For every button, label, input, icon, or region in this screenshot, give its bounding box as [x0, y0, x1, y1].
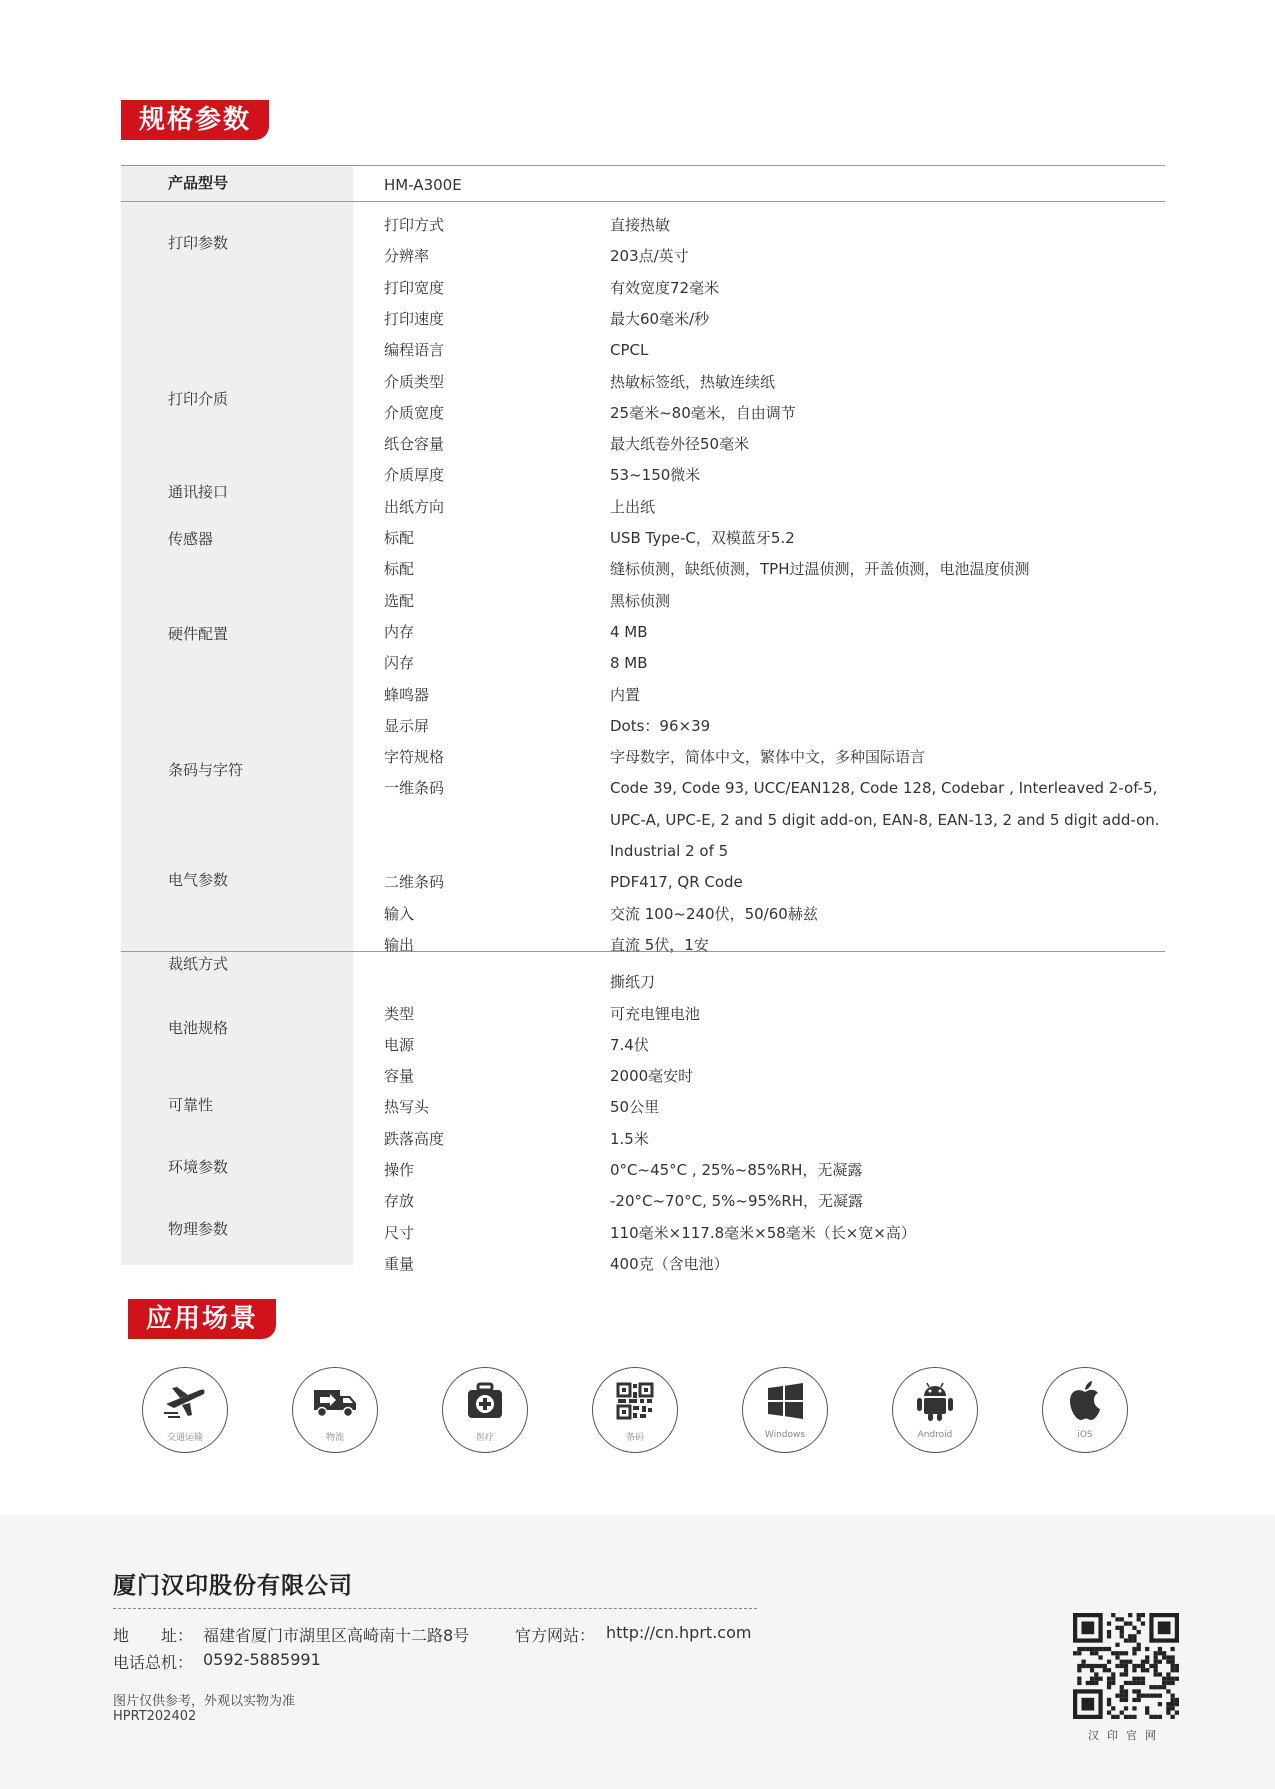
spec-value: 2000毫安时: [610, 1067, 694, 1086]
spec-sub-label: 打印方式: [384, 216, 445, 234]
scenario-item: [742, 1367, 828, 1453]
address-value: 福建省厦门市湖里区高崎南十二路8号: [203, 1626, 470, 1645]
spec-value: 黑标侦测: [610, 591, 671, 610]
apple-icon: [1062, 1378, 1108, 1424]
scenario-label: iOS: [1077, 1430, 1093, 1440]
spec-value: 字母数字，简体中文，繁体中文，多种国际语言: [610, 748, 926, 767]
spec-value: CPCL: [610, 341, 649, 360]
spec-sub-label: 内存: [384, 622, 415, 641]
phone-value: 0592-5885991: [203, 1650, 321, 1669]
airplane-icon: [162, 1378, 208, 1424]
spec-value: 有效宽度72毫米: [610, 278, 720, 297]
spec-category: 传感器: [168, 530, 214, 548]
phone-label: 电话总机：: [113, 1653, 194, 1672]
scenario-item: [892, 1367, 978, 1453]
section-title-specs: 规格参数: [121, 100, 269, 140]
spec-value: 53~150微米: [610, 466, 701, 485]
spec-table: [121, 165, 1165, 1273]
spec-value: 4 MB: [610, 622, 648, 641]
medical-kit-icon: [462, 1378, 508, 1424]
qr-code-icon: [1073, 1613, 1179, 1719]
doc-code: HPRT202402: [113, 1709, 197, 1724]
spec-sub-label: 输出: [384, 935, 415, 954]
spec-sub-label: 跌落高度: [384, 1129, 445, 1148]
spec-value: USB Type-C，双模蓝牙5.2: [610, 529, 795, 547]
spec-category: 可靠性: [168, 1096, 214, 1114]
spec-sub-label: 打印宽度: [384, 278, 445, 297]
footer-divider: [113, 1608, 757, 1609]
spec-sub-label: 纸仓容量: [384, 435, 445, 454]
spec-value: 直接热敏: [610, 216, 671, 234]
spec-category: 电池规格: [168, 1019, 229, 1037]
spec-category: 电气参数: [168, 871, 229, 889]
spec-sub-label: 电源: [384, 1035, 415, 1054]
spec-value: 交流 100~240伏，50/60赫兹: [610, 904, 818, 923]
truck-icon: [312, 1378, 358, 1424]
spec-sub-label: 标配: [384, 529, 415, 547]
spec-value: PDF417, QR Code: [610, 873, 743, 892]
spec-sub-label: 介质宽度: [384, 403, 445, 422]
scenario-icons: [142, 1367, 1132, 1455]
spec-value: -20°C~70°C, 5%~95%RH，无凝露: [610, 1192, 864, 1211]
spec-category: 打印介质: [168, 390, 229, 408]
android-icon: [912, 1378, 958, 1424]
spec-sub-label: 类型: [384, 1004, 415, 1023]
spec-value: 直流 5伏，1安: [610, 935, 709, 954]
spec-value: 最大60毫米/秒: [610, 309, 710, 328]
scenario-label: 物流: [325, 1433, 344, 1443]
model-label: 产品型号: [168, 174, 229, 192]
scenario-label: 医疗: [475, 1433, 494, 1443]
footer: [0, 1515, 1275, 1789]
scenario-label: 交通运输: [166, 1433, 203, 1443]
windows-icon: [762, 1378, 808, 1424]
company-name: 厦门汉印股份有限公司: [113, 1573, 353, 1599]
spec-value: 最大纸卷外径50毫米: [610, 435, 750, 454]
spec-value: 50公里: [610, 1098, 660, 1117]
address-label: 地 址：: [113, 1626, 194, 1645]
spec-label-column: [121, 165, 353, 1265]
spec-category: 环境参数: [168, 1158, 229, 1176]
table-top-rule: [121, 165, 1165, 166]
spec-value: UPC-A, UPC-E, 2 and 5 digit add-on, EAN-8, EAN-13, 2 and 5 digit add-on.: [610, 810, 1160, 829]
website-label: 官方网站：: [515, 1626, 596, 1645]
spec-value: 110毫米×117.8毫米×58毫米（长×宽×高）: [610, 1223, 916, 1242]
scenario-item: [1042, 1367, 1128, 1453]
spec-sub-label: 一维条码: [384, 779, 445, 798]
scenario-item: [142, 1367, 228, 1453]
spec-sub-label: 字符规格: [384, 748, 445, 767]
spec-value: 0°C~45°C , 25%~85%RH，无凝露: [610, 1161, 863, 1179]
scenario-label: Android: [917, 1430, 953, 1440]
spec-sub-label: 二维条码: [384, 873, 445, 892]
spec-sub-label: 出纸方向: [384, 497, 445, 516]
spec-category: 硬件配置: [168, 625, 229, 643]
spec-value: 撕纸刀: [610, 973, 656, 992]
spec-sub-label: 选配: [384, 591, 415, 610]
spec-sub-label: 介质类型: [384, 372, 445, 391]
spec-sub-label: 编程语言: [384, 341, 445, 360]
scenario-item: [442, 1367, 528, 1453]
spec-category: 裁纸方式: [168, 955, 229, 973]
spec-sub-label: 尺寸: [384, 1223, 415, 1242]
spec-value: 上出纸: [610, 497, 656, 516]
scenario-label: 条码: [625, 1433, 644, 1443]
spec-sub-label: 输入: [384, 904, 415, 923]
spec-value: 8 MB: [610, 654, 648, 673]
scenario-item: [592, 1367, 678, 1453]
spec-value: Code 39, Code 93, UCC/EAN128, Code 128, Codebar , Interleaved 2-of-5,: [610, 779, 1158, 798]
spec-value: 7.4伏: [610, 1035, 649, 1054]
spec-sub-label: 分辨率: [384, 247, 430, 266]
spec-sub-label: 操作: [384, 1161, 415, 1179]
section-title-scenarios: 应用场景: [128, 1299, 276, 1339]
spec-sub-label: 容量: [384, 1067, 415, 1086]
spec-value: Dots：96×39: [610, 716, 711, 735]
spec-sub-label: 打印速度: [384, 309, 445, 328]
model-row-rule: [121, 201, 1165, 202]
spec-value: Industrial 2 of 5: [610, 842, 729, 860]
spec-sub-label: 存放: [384, 1192, 415, 1211]
spec-sub-label: 重量: [384, 1254, 415, 1273]
disclaimer: 图片仅供参考，外观以实物为准: [113, 1694, 296, 1709]
spec-value: 400克（含电池）: [610, 1254, 729, 1273]
spec-sub-label: 热写头: [384, 1098, 430, 1117]
spec-sub-label: 标配: [384, 560, 415, 579]
spec-value: 25毫米~80毫米，自由调节: [610, 403, 796, 422]
spec-category: 通讯接口: [168, 483, 229, 501]
spec-value: 缝标侦测，缺纸侦测，TPH过温侦测，开盖侦测，电池温度侦测: [610, 560, 1030, 579]
spec-sub-label: 闪存: [384, 654, 415, 673]
qr-caption: 汉印官网: [1088, 1729, 1164, 1742]
spec-sub-label: 蜂鸣器: [384, 685, 430, 704]
scenario-label: Windows: [764, 1430, 806, 1440]
spec-value: 热敏标签纸，热敏连续纸: [610, 372, 776, 391]
spec-category: 打印参数: [168, 234, 229, 252]
website-link[interactable]: http://cn.hprt.com: [606, 1623, 752, 1642]
spec-value: 1.5米: [610, 1129, 649, 1148]
spec-value: 203点/英寸: [610, 247, 689, 266]
spec-value: 内置: [610, 685, 641, 704]
spec-category: 条码与字符: [168, 761, 244, 779]
spec-sub-label: 介质厚度: [384, 466, 445, 485]
model-value: HM-A300E: [384, 176, 462, 194]
spec-sub-label: 显示屏: [384, 716, 430, 735]
spec-category: 物理参数: [168, 1220, 229, 1238]
qr-code-icon: [612, 1378, 658, 1424]
spec-value: 可充电锂电池: [610, 1004, 701, 1023]
scenario-item: [292, 1367, 378, 1453]
